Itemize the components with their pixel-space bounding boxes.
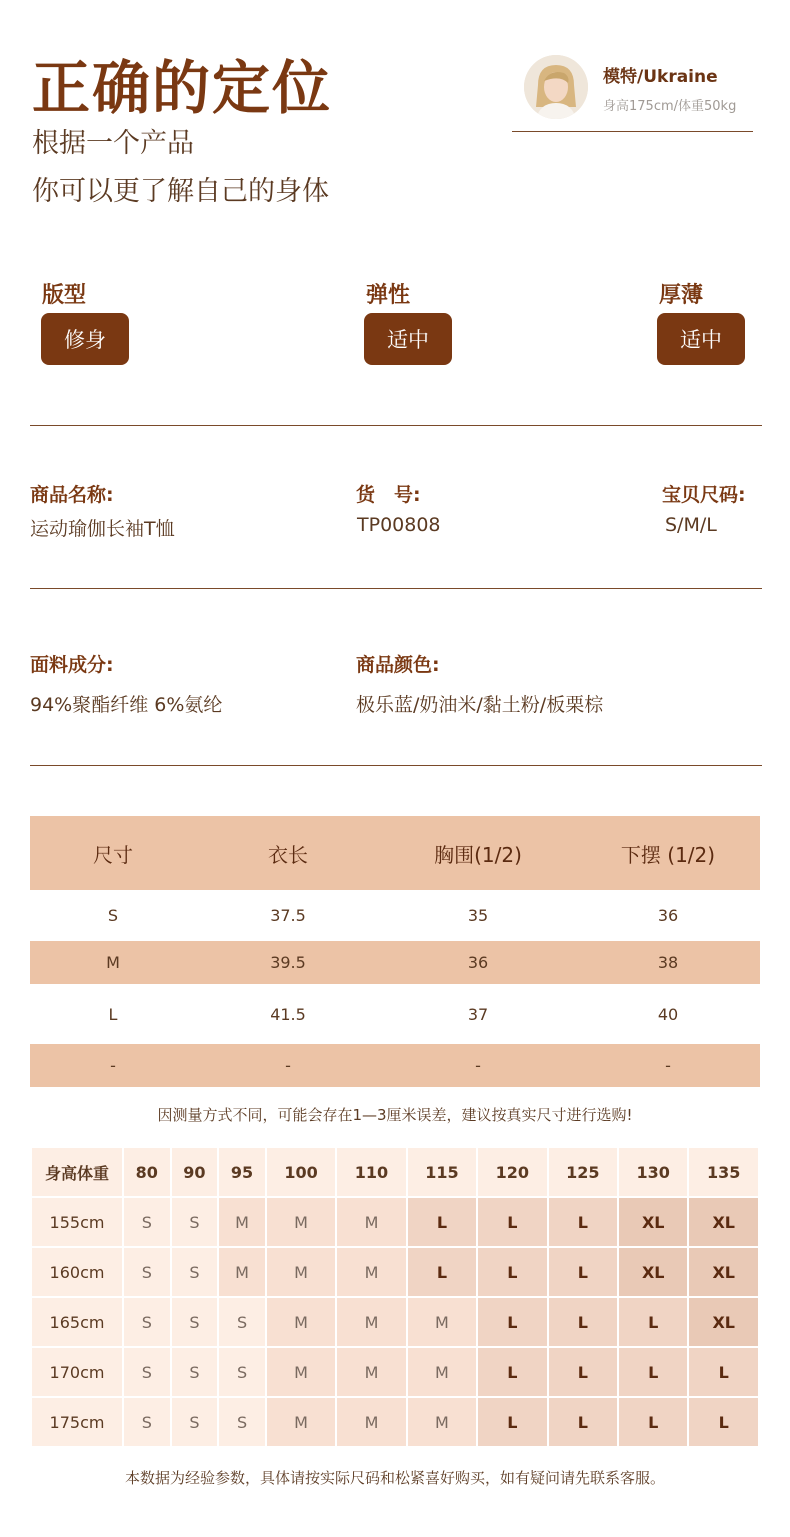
size-recommendation-cell: S: [124, 1248, 170, 1296]
height-row-header: 170cm: [32, 1348, 122, 1396]
table-row: [32, 1398, 758, 1446]
hem-header-cell: 下摆 (1/2): [620, 842, 716, 867]
attr-fit-badge: 修身: [41, 313, 129, 365]
size-recommendation-cell: L: [549, 1348, 617, 1396]
size-recommendation-cell: M: [267, 1298, 335, 1346]
size-table: [30, 816, 760, 1087]
size-recommendation-cell: L: [478, 1398, 546, 1446]
size-recommendation-cell: M: [337, 1298, 405, 1346]
size-recommendation-cell: L: [619, 1398, 687, 1446]
weight-header-cell: 100: [267, 1148, 335, 1196]
sizes-label: 宝贝尺码:: [662, 484, 746, 506]
table-row: [30, 1044, 760, 1087]
height-row-header: 155cm: [32, 1198, 122, 1246]
reco-header-row: [32, 1148, 758, 1196]
color-value: 极乐蓝/奶油米/黏土粉/板栗棕: [356, 694, 604, 716]
table-cell: -: [665, 1056, 671, 1075]
divider-1: [30, 425, 762, 426]
height-row-header: 175cm: [32, 1398, 122, 1446]
table-cell: S: [107, 906, 119, 925]
table-cell: 36: [657, 906, 679, 925]
table-cell: 38: [657, 953, 679, 972]
fabric-value: 94%聚酯纤维 6%氨纶: [30, 694, 223, 716]
size-recommendation-cell: S: [219, 1398, 265, 1446]
size-recommendation-table: [30, 1146, 760, 1448]
weight-header-cell: 110: [337, 1148, 405, 1196]
size-recommendation-cell: XL: [689, 1248, 758, 1296]
table-cell: 37: [467, 1004, 489, 1024]
size-recommendation-cell: XL: [619, 1248, 687, 1296]
size-recommendation-cell: S: [172, 1348, 218, 1396]
table-cell: 41.5: [270, 1004, 306, 1024]
weight-header-cell: 120: [478, 1148, 546, 1196]
size-recommendation-cell: S: [172, 1248, 218, 1296]
attr-elasticity-badge: 适中: [364, 313, 452, 365]
size-recommendation-cell: S: [124, 1348, 170, 1396]
model-name: 模特/Ukraine: [603, 67, 718, 87]
footer-note: 本数据为经验参数，具体请按实际尺码和松紧喜好购买，如有疑问请先联系客服。: [124, 1469, 665, 1487]
color-label: 商品颜色:: [356, 654, 440, 676]
size-recommendation-cell: M: [267, 1398, 335, 1446]
model-stats: 身高175cm/体重50kg: [603, 99, 737, 114]
size-recommendation-cell: S: [219, 1348, 265, 1396]
size-recommendation-cell: M: [408, 1298, 476, 1346]
size-recommendation-cell: L: [549, 1198, 617, 1246]
subtitle-line-1: 根据一个产品: [32, 128, 194, 159]
weight-header-cell: 135: [689, 1148, 758, 1196]
table-cell: L: [108, 1004, 118, 1024]
sizes-value: S/M/L: [665, 514, 717, 536]
sku-value: TP00808: [357, 514, 441, 536]
table-cell: 39.5: [270, 953, 306, 972]
size-recommendation-cell: XL: [619, 1198, 687, 1246]
subtitle-line-2: 你可以更了解自己的身体: [32, 176, 329, 207]
weight-header-cell: 90: [172, 1148, 218, 1196]
size-recommendation-cell: M: [337, 1348, 405, 1396]
table-cell: -: [475, 1056, 481, 1075]
table-cell: -: [285, 1056, 291, 1075]
table-cell: 37.5: [270, 906, 306, 925]
size-recommendation-cell: L: [689, 1348, 758, 1396]
product-name-value: 运动瑜伽长袖T恤: [30, 518, 175, 540]
weight-header-cell: 80: [124, 1148, 170, 1196]
size-recommendation-cell: S: [124, 1298, 170, 1346]
size-recommendation-cell: S: [172, 1298, 218, 1346]
size-recommendation-cell: XL: [689, 1198, 758, 1246]
size-recommendation-cell: L: [549, 1248, 617, 1296]
size-table-header: [30, 816, 760, 890]
table-row: [32, 1348, 758, 1396]
chest-header-cell: 胸围(1/2): [434, 842, 522, 867]
size-recommendation-cell: M: [337, 1398, 405, 1446]
page-title: 正确的定位: [32, 54, 333, 122]
divider-3: [30, 765, 762, 766]
attr-thickness-label: 厚薄: [659, 283, 704, 308]
size-recommendation-cell: M: [267, 1248, 335, 1296]
size-recommendation-cell: M: [267, 1348, 335, 1396]
table-row: [30, 941, 760, 984]
length-header-cell: 衣长: [268, 842, 308, 867]
weight-header-cell: 115: [408, 1148, 476, 1196]
table-row: [32, 1248, 758, 1296]
size-recommendation-cell: S: [219, 1298, 265, 1346]
table-row: [32, 1298, 758, 1346]
size-recommendation-cell: L: [478, 1298, 546, 1346]
size-recommendation-cell: M: [408, 1348, 476, 1396]
weight-header-cell: 130: [619, 1148, 687, 1196]
reco-corner-cell: 身高体重: [32, 1148, 122, 1196]
table-row: [32, 1198, 758, 1246]
table-cell: M: [106, 953, 120, 972]
product-name-label: 商品名称:: [30, 484, 114, 506]
size-recommendation-cell: S: [124, 1398, 170, 1446]
fabric-label: 面料成分:: [30, 654, 114, 676]
divider-2: [30, 588, 762, 589]
height-row-header: 160cm: [32, 1248, 122, 1296]
size-recommendation-cell: M: [219, 1248, 265, 1296]
size-recommendation-cell: L: [478, 1348, 546, 1396]
weight-header-cell: 125: [549, 1148, 617, 1196]
size-recommendation-cell: S: [172, 1198, 218, 1246]
weight-header-cell: 95: [219, 1148, 265, 1196]
table-row: [30, 890, 760, 941]
table-cell: -: [110, 1056, 116, 1075]
table-cell: 40: [657, 1004, 679, 1024]
model-avatar: [524, 55, 588, 119]
size-recommendation-cell: S: [172, 1398, 218, 1446]
model-portrait-icon: [524, 55, 588, 119]
size-recommendation-cell: L: [689, 1398, 758, 1446]
table-row: [30, 984, 760, 1044]
size-recommendation-cell: L: [478, 1248, 546, 1296]
size-header-cell: 尺寸: [93, 842, 133, 867]
size-recommendation-cell: M: [267, 1198, 335, 1246]
attr-fit-label: 版型: [42, 283, 87, 308]
size-recommendation-cell: L: [549, 1298, 617, 1346]
size-recommendation-cell: XL: [689, 1298, 758, 1346]
table-cell: 36: [467, 953, 489, 972]
size-recommendation-cell: M: [337, 1198, 405, 1246]
model-divider: [512, 131, 753, 132]
size-recommendation-cell: L: [408, 1248, 476, 1296]
size-recommendation-cell: L: [408, 1198, 476, 1246]
height-row-header: 165cm: [32, 1298, 122, 1346]
attr-thickness-badge: 适中: [657, 313, 745, 365]
measurement-note: 因测量方式不同，可能会存在1—3厘米误差，建议按真实尺寸进行选购!: [157, 1106, 633, 1124]
sku-label: 货 号:: [356, 484, 421, 506]
size-recommendation-cell: L: [619, 1348, 687, 1396]
attr-elasticity-label: 弹性: [366, 283, 411, 308]
size-recommendation-cell: M: [337, 1248, 405, 1296]
size-recommendation-cell: M: [219, 1198, 265, 1246]
size-recommendation-cell: L: [478, 1198, 546, 1246]
size-recommendation-cell: M: [408, 1398, 476, 1446]
size-recommendation-cell: L: [549, 1398, 617, 1446]
table-cell: 35: [467, 906, 489, 925]
size-recommendation-cell: L: [619, 1298, 687, 1346]
size-recommendation-cell: S: [124, 1198, 170, 1246]
